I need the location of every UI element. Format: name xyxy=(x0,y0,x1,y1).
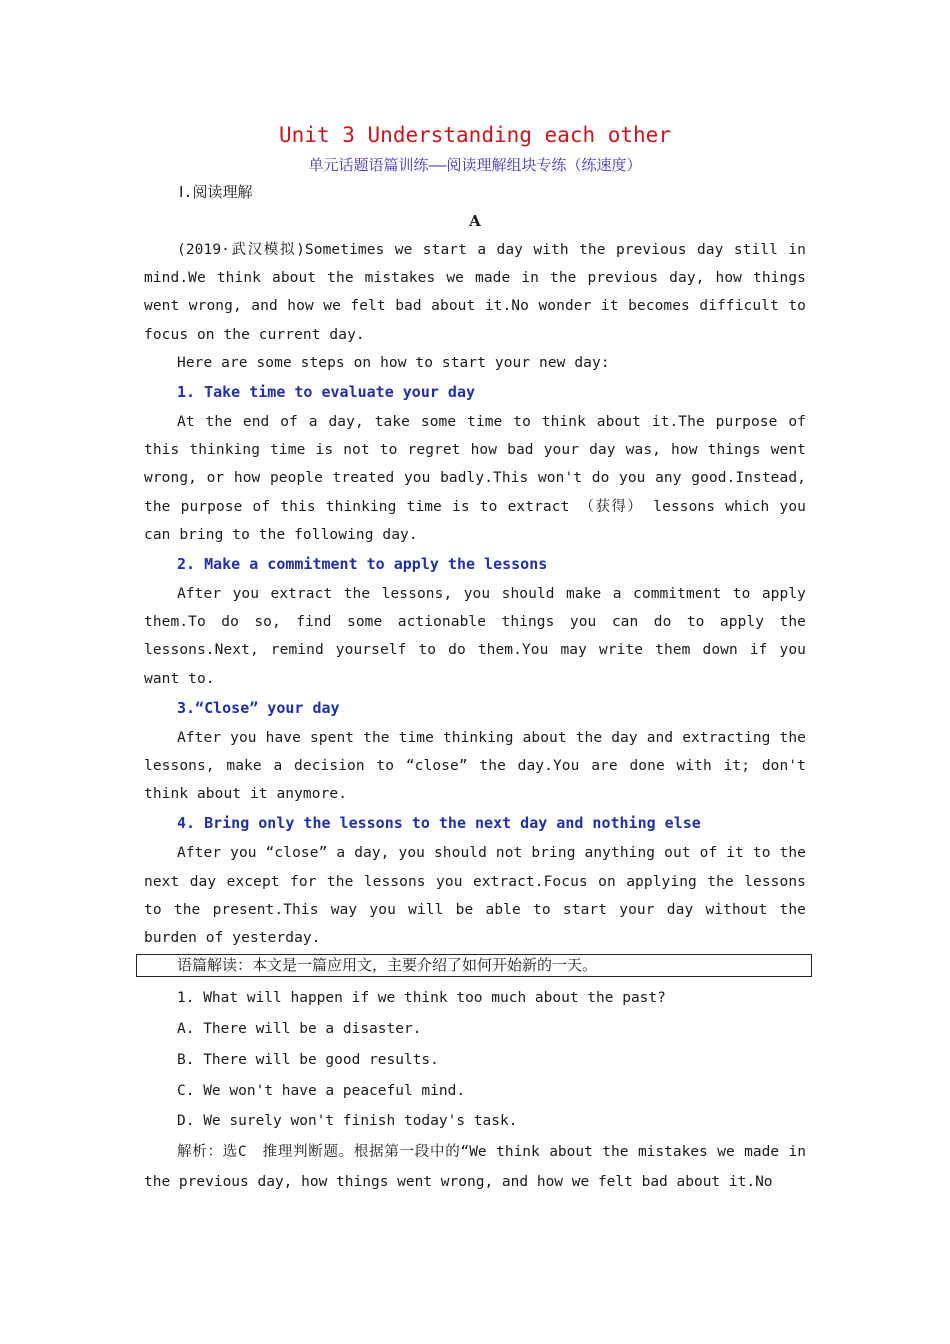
step-1-heading: 1. Take time to evaluate your day xyxy=(177,383,476,402)
passage-intro: (2019·武汉模拟)Sometimes we start a day with the previous day still in mind.We think about the mistakes we made in the previous day, how things went wrong, and how we felt bad about it.No wonder it becomes difficult to focus on the current day. xyxy=(144,242,806,343)
step-4-text: After you “close” a day, you should not bring anything out of it to the next day except for the lessons you extract.Focus on applying the lessons to the present.This way you will be able to start your day without the burden of yesterday. xyxy=(144,845,806,947)
step-2-text: After you extract the lessons, you should make a commitment to apply them.To do so, find some actionable things you can do to apply the lessons.Next, remind yourself to do them.You may write them down if you want to. xyxy=(144,586,806,687)
question-analysis: 解析：选C 推理判断题。根据第一段中的“We think about the mistakes we made in the previous day, how things went wrong, and how we felt bad about it.No xyxy=(144,1144,806,1191)
step-3-heading: 3.“Close” your day xyxy=(177,698,340,717)
step-4-heading: 4. Bring only the lessons to the next day and nothing else xyxy=(177,814,701,833)
unit-title: Unit 3 Understanding each other xyxy=(279,123,671,147)
option-a: A. There will be a disaster. xyxy=(177,1021,422,1038)
summary-box: 语篇解读：本文是一篇应用文，主要介绍了如何开始新的一天。 xyxy=(136,954,812,977)
step-1-text: At the end of a day, take some time to think about it.The purpose of this thinking time is not to regret how bad your day was, how things went wrong, or how people treated you badly.This won't do you any good.Instead, the purpose of this thinking time is to extract （获得） lessons which you can bring to the following day. xyxy=(144,414,806,543)
passage-letter: A xyxy=(469,212,481,230)
step-3-text: After you have spent the time thinking about the day and extracting the lessons, make a decision to “close” the day.You are done with it; don't think about it anymore. xyxy=(144,729,806,803)
section-label: Ⅰ.阅读理解 xyxy=(179,183,253,201)
unit-subtitle: 单元话题语篇训练——阅读理解组块专练（练速度） xyxy=(308,156,642,174)
document-page xyxy=(144,118,806,1197)
passage-lead: Here are some steps on how to start your new day: xyxy=(177,354,610,371)
question-stem: 1. What will happen if we think too much about the past? xyxy=(177,990,666,1007)
option-d: D. We surely won't finish today's task. xyxy=(177,1113,518,1130)
option-c: C. We won't have a peaceful mind. xyxy=(177,1082,466,1099)
option-b: B. There will be good results. xyxy=(177,1051,439,1068)
step-2-heading: 2. Make a commitment to apply the lessons xyxy=(177,555,548,574)
